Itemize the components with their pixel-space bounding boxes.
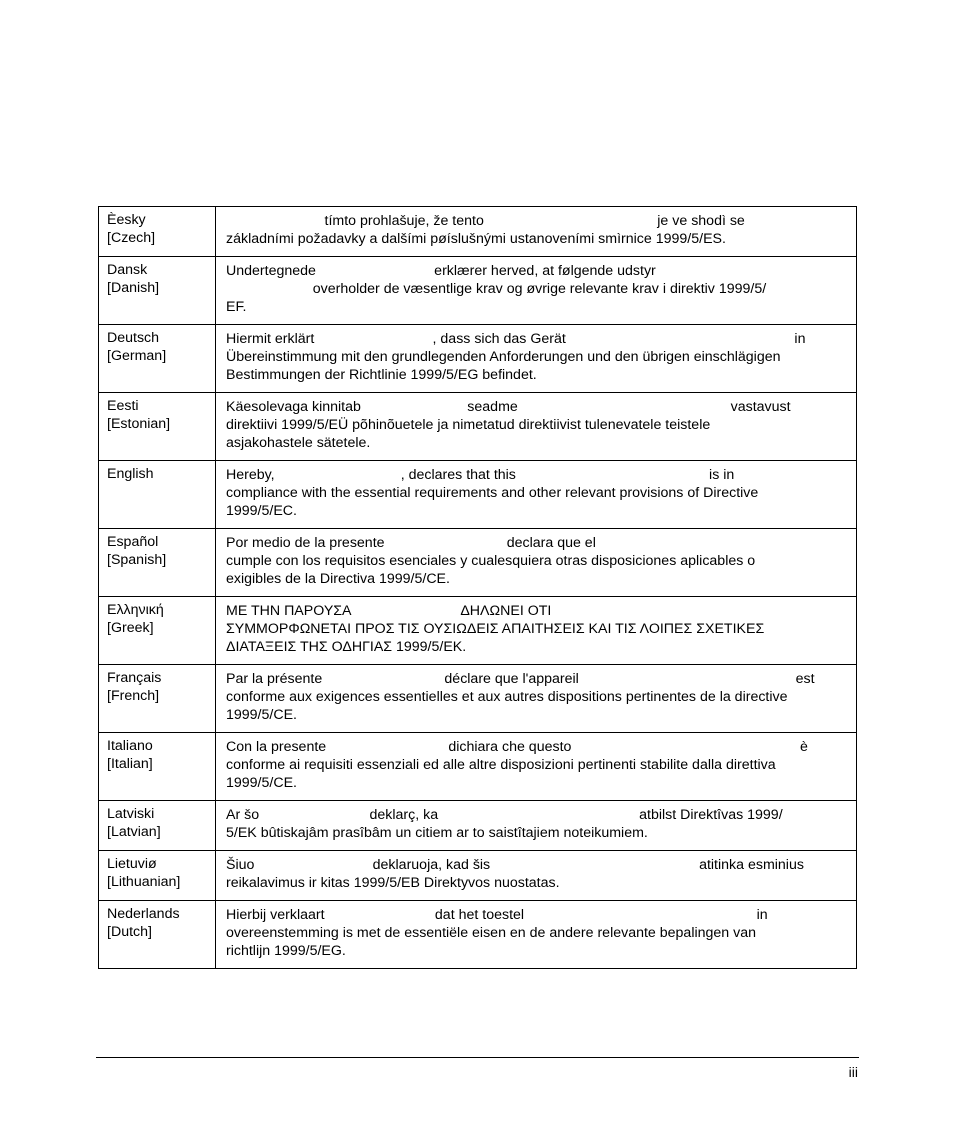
declaration-text-line: Bestimmungen der Richtlinie 1999/5/EG befindet. bbox=[226, 367, 537, 383]
language-name: Español bbox=[107, 534, 159, 550]
declaration-text-line: exigibles de la Directiva 1999/5/CE. bbox=[226, 571, 450, 587]
declaration-row bbox=[99, 901, 857, 969]
declaration-text-line: Hereby, , declares that this is in bbox=[226, 467, 735, 483]
declaration-text-line: Par la présente déclare que l'appareil est bbox=[226, 671, 815, 687]
declaration-row bbox=[99, 665, 857, 733]
language-name: Nederlands bbox=[107, 906, 180, 922]
declaration-text-line: reikalavimus ir kitas 1999/5/EB Direktyvos nuostatas. bbox=[226, 875, 560, 891]
declaration-row bbox=[99, 257, 857, 325]
declaration-text-cell bbox=[216, 257, 857, 325]
language-cell bbox=[99, 597, 216, 665]
language-name: Lietuviø bbox=[107, 856, 157, 872]
declaration-row bbox=[99, 461, 857, 529]
language-cell bbox=[99, 733, 216, 801]
language-cell bbox=[99, 529, 216, 597]
declaration-row bbox=[99, 851, 857, 901]
declaration-text-cell bbox=[216, 801, 857, 851]
language-english-name: [Dutch] bbox=[107, 924, 152, 940]
declaration-text-cell bbox=[216, 461, 857, 529]
declaration-text-line: conforme ai requisiti essenziali ed alle altre disposizioni pertinenti stabilite dalla direttiva bbox=[226, 757, 776, 773]
declaration-text-line: Šiuo deklaruoja, kad šis atitinka esminius bbox=[226, 857, 804, 873]
declaration-row bbox=[99, 529, 857, 597]
language-cell bbox=[99, 461, 216, 529]
declaration-text-cell bbox=[216, 851, 857, 901]
page-number: iii bbox=[848, 1064, 858, 1080]
declaration-text-line: overeenstemming is met de essentiële eisen en de andere relevante bepalingen van bbox=[226, 925, 757, 941]
declaration-row bbox=[99, 597, 857, 665]
declaration-text-cell bbox=[216, 207, 857, 257]
declaration-text-line: direktiivi 1999/5/EÜ põhinõuetele ja nimetatud direktiivist tulenevatele teistele bbox=[226, 417, 711, 433]
declaration-text-line: Ar šo deklarç, ka atbilst Direktîvas 1999/ bbox=[226, 807, 783, 823]
declaration-text-line: EF. bbox=[226, 299, 247, 315]
language-cell bbox=[99, 325, 216, 393]
language-cell bbox=[99, 207, 216, 257]
language-english-name: [Spanish] bbox=[107, 552, 167, 568]
declaration-text-line: Por medio de la presente declara que el bbox=[226, 535, 596, 551]
declaration-text-line: asjakohastele sätetele. bbox=[226, 435, 371, 451]
declaration-text-line: Hiermit erklärt , dass sich das Gerät in bbox=[226, 331, 806, 347]
declaration-text-line: 1999/5/CE. bbox=[226, 775, 297, 791]
declaration-text-cell bbox=[216, 665, 857, 733]
language-name: Français bbox=[107, 670, 162, 686]
declaration-text-line: 5/EK bûtiskajâm prasîbâm un citiem ar to saistîtajiem noteikumiem. bbox=[226, 825, 648, 841]
declaration-text-cell bbox=[216, 901, 857, 969]
declaration-table bbox=[98, 206, 857, 969]
declaration-text-line: ΣΥΜΜΟΡΦΩΝΕΤΑΙ ΠΡΟΣ ΤΙΣ ΟΥΣΙΩΔΕΙΣ ΑΠΑΙΤΗΣΕΙΣ ΚΑΙ ΤΙΣ ΛΟΙΠΕΣ ΣΧΕΤΙΚΕΣ bbox=[226, 621, 765, 637]
language-name: Latviski bbox=[107, 806, 155, 822]
language-english-name: [Danish] bbox=[107, 280, 160, 296]
declaration-row bbox=[99, 325, 857, 393]
declaration-row bbox=[99, 801, 857, 851]
declaration-row bbox=[99, 207, 857, 257]
declaration-text-cell bbox=[216, 733, 857, 801]
declaration-text-line: cumple con los requisitos esenciales y cualesquiera otras disposiciones aplicables o bbox=[226, 553, 756, 569]
language-english-name: [Estonian] bbox=[107, 416, 171, 432]
language-cell bbox=[99, 851, 216, 901]
declaration-text-line: tímto prohlašuje, že tento je ve shodì se bbox=[226, 213, 745, 229]
language-name: Italiano bbox=[107, 738, 153, 754]
declaration-text-cell bbox=[216, 325, 857, 393]
declaration-text-line: conforme aux exigences essentielles et aux autres dispositions pertinentes de la directive bbox=[226, 689, 788, 705]
language-english-name: [French] bbox=[107, 688, 160, 704]
declaration-row bbox=[99, 733, 857, 801]
declaration-text-line: ΔΙΑΤΑΞΕΙΣ ΤΗΣ ΟΔΗΓΙΑΣ 1999/5/ΕΚ. bbox=[226, 639, 467, 655]
language-english-name: [German] bbox=[107, 348, 167, 364]
declaration-text-line: Undertegnede erklærer herved, at følgende udstyr bbox=[226, 263, 656, 279]
language-name: Eesti bbox=[107, 398, 139, 414]
declaration-text-line: Con la presente dichiara che questo è bbox=[226, 739, 808, 755]
declaration-text-line: Käesolevaga kinnitab seadme vastavust bbox=[226, 399, 791, 415]
language-name: Dansk bbox=[107, 262, 148, 278]
declaration-text-line: ΜΕ ΤΗΝ ΠΑΡΟΥΣΑ ΔΗΛΩΝΕΙ ΟΤΙ bbox=[226, 603, 552, 619]
declaration-text-line: richtlijn 1999/5/EG. bbox=[226, 943, 346, 959]
language-name: Èesky bbox=[107, 212, 146, 228]
footer-rule bbox=[96, 1057, 859, 1058]
language-name: Deutsch bbox=[107, 330, 160, 346]
language-cell bbox=[99, 901, 216, 969]
declaration-text-line: compliance with the essential requirements and other relevant provisions of Directive bbox=[226, 485, 759, 501]
language-name: Ελληνική bbox=[107, 602, 164, 618]
declaration-text-cell bbox=[216, 597, 857, 665]
declaration-text-line: 1999/5/EC. bbox=[226, 503, 297, 519]
declaration-table-body bbox=[99, 207, 857, 969]
language-english-name: [Lithuanian] bbox=[107, 874, 181, 890]
language-name: English bbox=[107, 466, 154, 482]
language-english-name: [Latvian] bbox=[107, 824, 161, 840]
language-english-name: [Italian] bbox=[107, 756, 153, 772]
declaration-text-line: Übereinstimmung mit den grundlegenden Anforderungen und den übrigen einschlägigen bbox=[226, 349, 781, 365]
declaration-text-cell bbox=[216, 393, 857, 461]
language-english-name: [Greek] bbox=[107, 620, 154, 636]
language-cell bbox=[99, 665, 216, 733]
declaration-text-line: základními požadavky a dalšími pøíslušnými ustanoveními smìrnice 1999/5/ES. bbox=[226, 231, 726, 247]
language-cell bbox=[99, 393, 216, 461]
language-cell bbox=[99, 257, 216, 325]
declaration-text-line: 1999/5/CE. bbox=[226, 707, 297, 723]
declaration-text-line: Hierbij verklaart dat het toestel in bbox=[226, 907, 768, 923]
declaration-text-cell bbox=[216, 529, 857, 597]
declaration-row bbox=[99, 393, 857, 461]
language-cell bbox=[99, 801, 216, 851]
language-english-name: [Czech] bbox=[107, 230, 156, 246]
declaration-text-line: overholder de væsentlige krav og øvrige relevante krav i direktiv 1999/5/ bbox=[226, 281, 767, 297]
